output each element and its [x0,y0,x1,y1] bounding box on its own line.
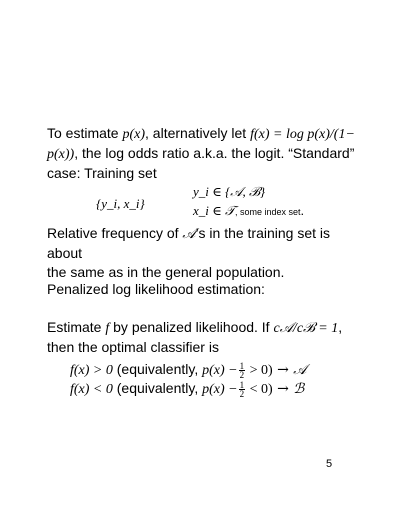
fraction-half: $\frac{1}{2}$ [239,379,245,399]
arrow-class-a: → 𝒜 [272,362,307,378]
math-px: p(x) [122,127,146,142]
training-pair: {y_i, x_i} [96,196,145,211]
estimate-line-1: Estimate f by penalized likelihood. If c𝒜/cℬ = 1, [47,319,343,336]
intro-line-3: case: Training set [47,165,157,181]
intro-line-1: To estimate p(x), alternatively let f(x) = log p(x)/(1− [47,125,355,142]
page-number: 5 [326,458,333,470]
index-set-note: , some index set [234,207,301,217]
relative-line-1: Relative frequency of 𝒜’s in the training set is about [47,225,331,261]
relative-line-2: the same as in the general population. [47,264,285,280]
math-class-a: 𝒜 [182,226,196,242]
arrow-class-b: → ℬ [272,381,305,397]
rule-b: f(x) < 0 (equivalently, p(x) − $\frac{1}{2}$ < 0) → ℬ [70,379,305,399]
training-y-line: y_i ∈ {𝒜, ℬ} [193,184,266,199]
estimate-paragraph [47,318,365,357]
intro-line-2: p(x)), the log odds ratio a.k.a. the logit. “Standard” [47,145,355,162]
relative-frequency-paragraph [47,224,365,282]
rule-a: f(x) > 0 (equivalently, p(x) − $\frac{1}{2}$ > 0) → 𝒜 [70,360,307,380]
math-f: f [105,321,110,336]
estimate-line-2: then the optimal classifier is [47,339,219,355]
training-x-line: x_i ∈ 𝒯, some index set. [193,203,305,218]
penalized-heading: Penalized log likelihood estimation: [47,281,265,297]
math-px-close: p(x)) [47,147,75,162]
math-logit-def: f(x) = log p(x)/(1− [250,127,355,142]
math-cost-ratio: c𝒜/cℬ = 1 [273,321,339,336]
intro-paragraph [47,124,365,183]
fraction-half: $\frac{1}{2}$ [239,360,245,380]
